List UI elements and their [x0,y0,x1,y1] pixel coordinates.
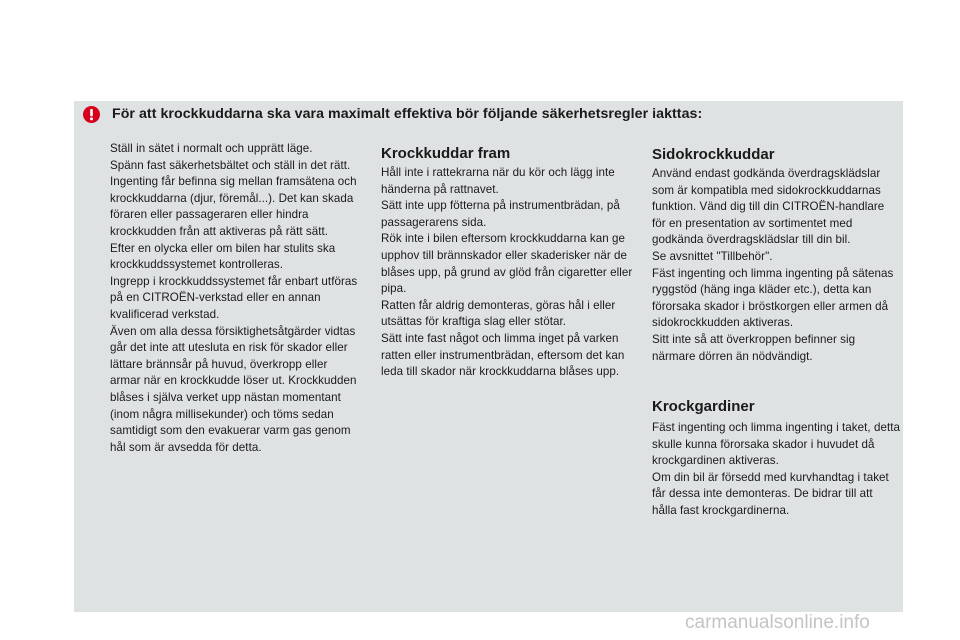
front-airbags-title: Krockkuddar fram [381,145,511,162]
safety-panel [74,101,903,612]
warning-heading: För att krockkuddarna ska vara maximalt effektiva bör följande säkerhetsregler iakttas: [112,106,703,122]
intro-text: Ställ in sätet i normalt och upprätt läge. Spänn fast säkerhetsbältet och ställ in det rätt. Ingenting får befinna sig mellan framsätena och krockkuddarna (djur, föremål...). Det kan skada föraren eller passageraren eller hindra krockkudden från att aktiveras på rätt sätt. Efter en olycka eller om bilen har stulits ska krockkuddssystemet kontrolleras. Ingrepp i krockkuddssystemet får enbart utföras på en CITROËN-verkstad eller en annan kvalificerad verkstad. Även om alla dessa försiktighetsåtgärder vidtas går det inte att utesluta en risk för skador eller lättare brännsår på huvud, överkropp eller armar när en krockkudde löser ut. Krockkudden blåses i själva verket upp nästan momentant (inom några millisekunder) och töms sedan samtidigt som den evakuerar varm gas genom hål som är avsedda för detta. [110,142,358,454]
curtain-airbags-text: Fäst ingenting och limma ingenting i taket, detta skulle kunna förorsaka skador i huvudet då krockgardinen aktiveras. Om din bil är försedd med kurvhandtag i taket får dessa inte demonteras. De bidrar till att hålla fast krockgardinerna. [652,421,900,517]
warning-heading-row [82,105,897,127]
curtain-airbags-title: Krockgardiner [652,398,755,415]
watermark: carmanualsonline.info [685,612,870,633]
warning-exclamation-icon [83,106,100,123]
side-airbags-title: Sidokrockkuddar [652,146,775,163]
front-airbags-text: Håll inte i rattekrarna när du kör och lägg inte händerna på rattnavet. Sätt inte upp fötterna på instrumentbrädan, på passagerarens sida. Rök inte i bilen eftersom krockkuddarna kan ge upphov till brännskador eller skaderisker när de blåses upp, på grund av glöd från cigaretter eller pipa. Ratten får aldrig demonteras, göras hål i eller utsättas för kraftiga slag eller stötar. Sätt inte fast något och limma inget på varken ratten eller instrumentbrädan, eftersom det kan leda till skador när krockkuddarna blåses upp. [381,166,633,379]
side-airbags-text: Använd endast godkända överdragsklädslar som är kompatibla med sidokrockkuddarnas funktion. Vänd dig till din CITROËN-handlare för en presentation av sortimentet med godkända överdragsklädslar till din bil. Se avsnittet "Tillbehör". Fäst ingenting och limma ingenting på sätenas ryggstöd (häng inga kläder etc.), detta kan förorsaka skador i bröstkorgen eller armen då sidokrockkudden aktiveras. Sitt inte så att överkroppen befinner sig närmare dörren än nödvändigt. [652,167,894,363]
